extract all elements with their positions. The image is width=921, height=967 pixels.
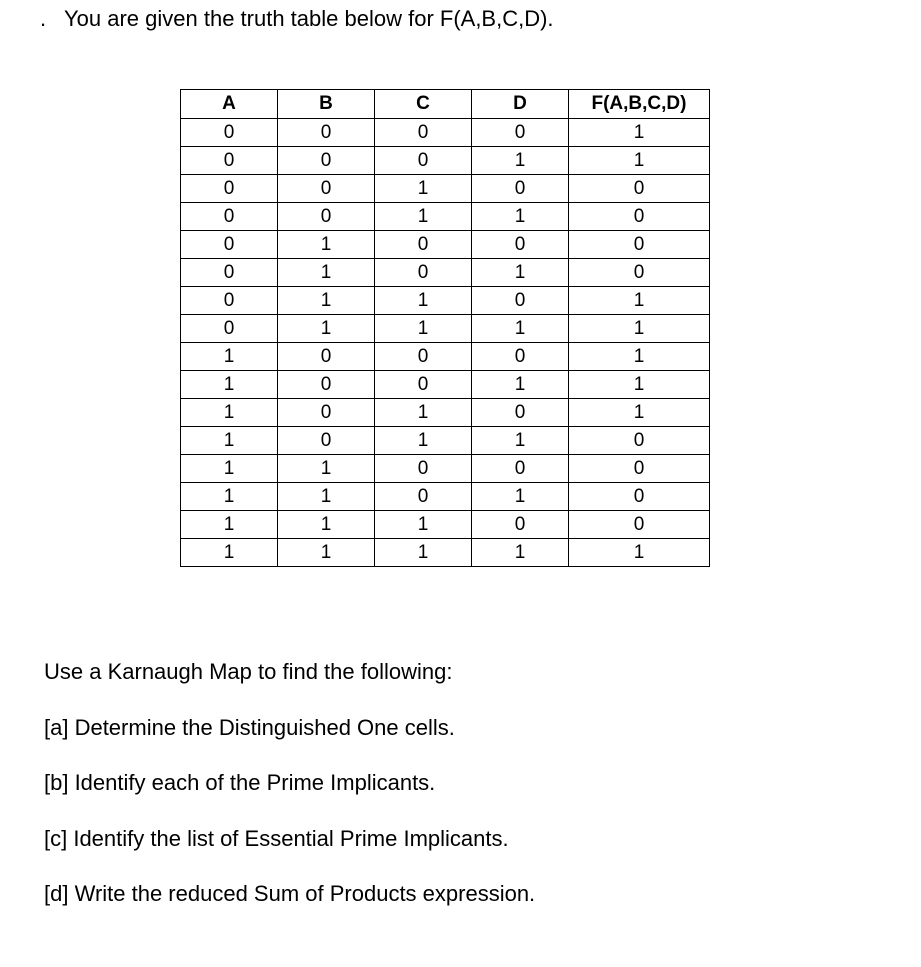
cell-a: 1 [181,539,278,567]
cell-a: 1 [181,343,278,371]
cell-c: 1 [375,315,472,343]
table-row [181,259,710,287]
cell-d: 1 [472,371,569,399]
cell-c: 1 [375,287,472,315]
table-row [181,147,710,175]
cell-f: 1 [569,371,710,399]
cell-a: 0 [181,119,278,147]
cell-d: 0 [472,455,569,483]
cell-b: 0 [278,203,375,231]
cell-b: 0 [278,119,375,147]
cell-c: 1 [375,539,472,567]
cell-b: 1 [278,455,375,483]
cell-a: 1 [181,483,278,511]
cell-a: 1 [181,399,278,427]
cell-d: 1 [472,259,569,287]
cell-f: 0 [569,259,710,287]
table-row [181,231,710,259]
cell-c: 1 [375,175,472,203]
cell-d: 0 [472,399,569,427]
cell-c: 0 [375,343,472,371]
cell-a: 1 [181,455,278,483]
cell-d: 1 [472,315,569,343]
cell-c: 1 [375,399,472,427]
cell-c: 1 [375,203,472,231]
header-c: C [375,90,472,119]
cell-c: 0 [375,259,472,287]
cell-c: 0 [375,231,472,259]
cell-d: 0 [472,119,569,147]
cell-f: 1 [569,147,710,175]
question-b: [b] Identify each of the Prime Implicants. [44,770,436,795]
cell-b: 1 [278,483,375,511]
cell-c: 0 [375,483,472,511]
cell-b: 1 [278,511,375,539]
table-row [181,399,710,427]
question-c: [c] Identify the list of Essential Prime Implicants. [44,825,509,851]
cell-c: 0 [375,147,472,175]
table-row [181,119,710,147]
cell-b: 0 [278,147,375,175]
header-a: A [181,90,278,119]
cell-f: 1 [569,399,710,427]
cell-f: 1 [569,287,710,315]
cell-a: 0 [181,315,278,343]
cell-f: 1 [569,119,710,147]
cell-d: 0 [472,343,569,371]
header-d: D [472,90,569,119]
cell-f: 1 [569,343,710,371]
cell-a: 1 [181,427,278,455]
table-row [181,203,710,231]
cell-d: 1 [472,483,569,511]
table-row [181,483,710,511]
table-row [181,427,710,455]
cell-c: 0 [375,119,472,147]
cell-b: 1 [278,259,375,287]
cell-b: 1 [278,231,375,259]
question-d: [d] Write the reduced Sum of Products expression. [44,881,536,906]
cell-d: 0 [472,231,569,259]
question-a: [a] Determine the Distinguished One cells. [44,714,455,740]
cell-f: 0 [569,175,710,203]
cell-b: 1 [278,287,375,315]
cell-b: 0 [278,399,375,427]
cell-b: 0 [278,175,375,203]
table-row [181,371,710,399]
cell-f: 0 [569,203,710,231]
cell-a: 0 [181,231,278,259]
table-row [181,455,710,483]
questions-lead: Use a Karnaugh Map to find the following: [44,659,453,684]
questions-block [44,655,535,933]
header-f: F(A,B,C,D) [569,90,710,119]
cell-a: 0 [181,259,278,287]
cell-c: 1 [375,427,472,455]
cell-d: 0 [472,175,569,203]
cell-b: 0 [278,371,375,399]
cell-f: 0 [569,455,710,483]
header-b: B [278,90,375,119]
cell-d: 1 [472,539,569,567]
table-row [181,315,710,343]
table-row [181,343,710,371]
cell-b: 1 [278,539,375,567]
table-row [181,175,710,203]
cell-b: 0 [278,427,375,455]
truth-table-body [181,119,710,567]
cell-d: 0 [472,287,569,315]
table-row [181,287,710,315]
cell-f: 1 [569,315,710,343]
table-row [181,539,710,567]
cell-d: 0 [472,511,569,539]
cell-d: 1 [472,203,569,231]
cell-a: 0 [181,287,278,315]
cell-f: 0 [569,483,710,511]
cell-f: 1 [569,539,710,567]
cell-c: 0 [375,455,472,483]
cell-a: 0 [181,175,278,203]
cell-a: 1 [181,511,278,539]
intro-line [40,6,554,32]
cell-f: 0 [569,231,710,259]
table-header-row [181,90,710,119]
intro-bullet: . [40,6,47,31]
cell-a: 1 [181,371,278,399]
cell-c: 1 [375,511,472,539]
cell-b: 0 [278,343,375,371]
cell-c: 0 [375,371,472,399]
cell-a: 0 [181,203,278,231]
cell-f: 0 [569,427,710,455]
truth-table [180,89,710,567]
table-row [181,511,710,539]
cell-f: 0 [569,511,710,539]
cell-a: 0 [181,147,278,175]
cell-b: 1 [278,315,375,343]
cell-d: 1 [472,427,569,455]
cell-d: 1 [472,147,569,175]
intro-text: You are given the truth table below for F(A,B,C,D). [64,6,554,31]
